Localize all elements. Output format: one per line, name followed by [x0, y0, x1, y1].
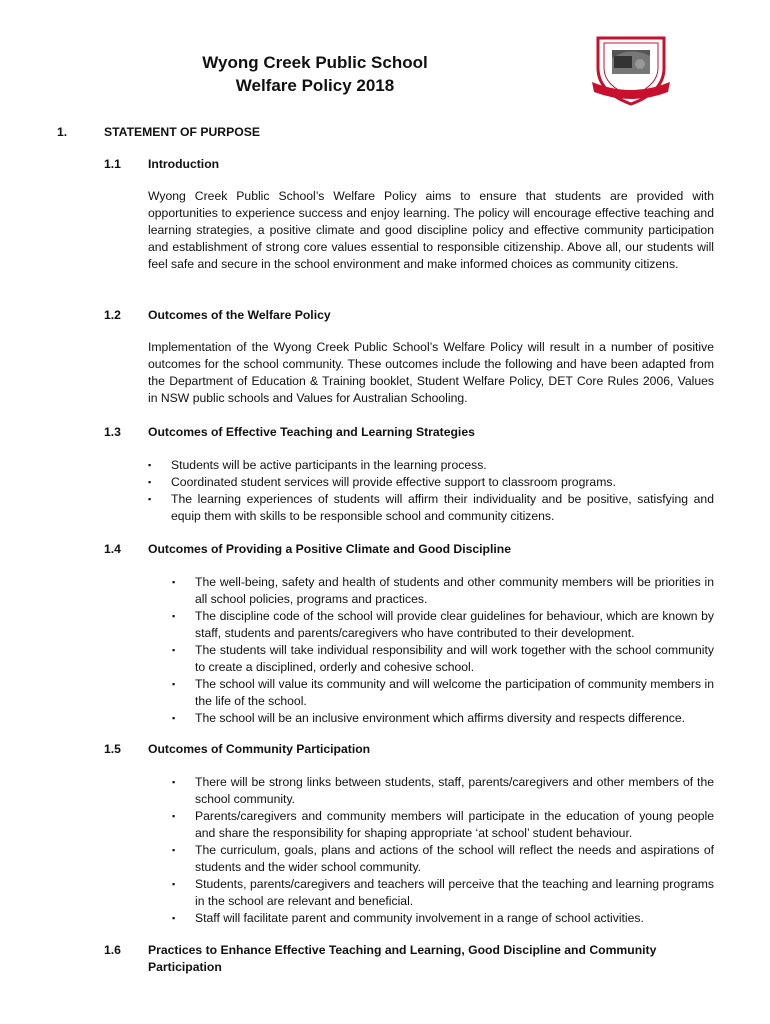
list-item: ▪ The students will take individual responsibility and will work together with the school community to create a disciplined, orderly and cohesive school.: [172, 643, 714, 674]
subsection-number-1-3: 1.3: [104, 425, 121, 439]
list-item: ▪ The curriculum, goals, plans and actions of the school will reflect the needs and aspirations of students and the wider school community.: [172, 843, 714, 874]
bullet-icon: ▪: [172, 713, 176, 723]
list-item: ▪ Coordinated student services will provide effective support to classroom programs.: [148, 475, 616, 489]
bullet-list-1-3: [148, 457, 714, 525]
subsection-heading-1-4: Outcomes of Providing a Positive Climate and Good Discipline: [148, 542, 511, 556]
list-item: ▪ Parents/caregivers and community members will participate in the education of young people and share the responsibility for shaping appropriate ‘at school’ student behaviour.: [172, 809, 714, 840]
bullet-icon: ▪: [172, 845, 176, 855]
bullet-icon: ▪: [172, 913, 176, 923]
bullet-icon: ▪: [172, 777, 176, 787]
subsection-heading-1-3: Outcomes of Effective Teaching and Learning Strategies: [148, 425, 475, 439]
bullet-icon: ▪: [172, 645, 176, 655]
document-title-line1: Wyong Creek Public School: [202, 53, 428, 72]
subsection-number-1-6: 1.6: [104, 943, 121, 957]
list-item: ▪ There will be strong links between students, staff, parents/caregivers and other members of the school community.: [172, 775, 714, 806]
list-item: ▪ The school will value its community and will welcome the participation of community members in the life of the school.: [172, 677, 714, 708]
section-heading: STATEMENT OF PURPOSE: [104, 125, 260, 139]
bullet-icon: ▪: [172, 879, 176, 889]
bullet-list-1-4: [172, 574, 714, 727]
list-item: ▪ The discipline code of the school will provide clear guidelines for behaviour, which are known by staff, students and parents/caregivers who have contributed to their development.: [172, 609, 714, 640]
subsection-number-1-1: 1.1: [104, 157, 121, 171]
subsection-heading-1-6: Practices to Enhance Effective Teaching and Learning, Good Discipline and Community Participation: [148, 943, 657, 974]
bullet-icon: ▪: [172, 611, 176, 621]
list-item: ▪ The school will be an inclusive environment which affirms diversity and respects difference.: [172, 711, 685, 725]
bullet-icon: ▪: [172, 811, 176, 821]
outcomes-paragraph: Implementation of the Wyong Creek Public School’s Welfare Policy will result in a number of positive outcomes for the school community. These outcomes include the following and have been adapted from the Department of Education & Training booklet, Student Welfare Policy, DET Core Rules 2006, Values in NSW public schools and Values for Australian Schooling.: [148, 340, 714, 405]
subsection-number-1-5: 1.5: [104, 742, 121, 756]
section-number: 1.: [57, 125, 68, 139]
list-item: ▪ The well-being, safety and health of students and other community members will be priorities in all school policies, programs and practices.: [172, 575, 714, 606]
introduction-paragraph: Wyong Creek Public School’s Welfare Policy aims to ensure that students are provided with opportunities to experience success and enjoy learning. The policy will encourage effective teaching and learning strategies, a positive climate and good discipline policy and effective community participation and establishment of strong core values essential to responsible citizenship. Above all, our students will feel safe and secure in the school environment and make informed choices as community citizens.: [148, 189, 714, 271]
bullet-icon: ▪: [172, 577, 176, 587]
subsection-heading-1-1: Introduction: [148, 157, 220, 171]
bullet-list-1-5: [172, 774, 714, 927]
subsection-number-1-4: 1.4: [104, 542, 121, 556]
bullet-icon: ▪: [172, 679, 176, 689]
document-title-line2: Welfare Policy 2018: [235, 76, 395, 95]
subsection-heading-1-5: Outcomes of Community Participation: [148, 742, 371, 756]
subsection-heading-1-2: Outcomes of the Welfare Policy: [148, 308, 331, 322]
subsection-number-1-2: 1.2: [104, 308, 121, 322]
list-item: ▪ The learning experiences of students will affirm their individuality and be positive, satisfying and equip them with skills to be responsible school and community citizens.: [148, 492, 714, 523]
bullet-icon: ▪: [148, 477, 152, 487]
bullet-icon: ▪: [148, 494, 152, 504]
bullet-icon: ▪: [148, 460, 152, 470]
list-item: ▪ Staff will facilitate parent and community involvement in a range of school activities.: [172, 911, 644, 925]
school-crest-logo: [590, 34, 672, 108]
list-item: ▪ Students, parents/caregivers and teachers will perceive that the teaching and learning programs in the school are relevant and beneficial.: [172, 877, 714, 908]
list-item: ▪ Students will be active participants in the learning process.: [148, 458, 487, 472]
